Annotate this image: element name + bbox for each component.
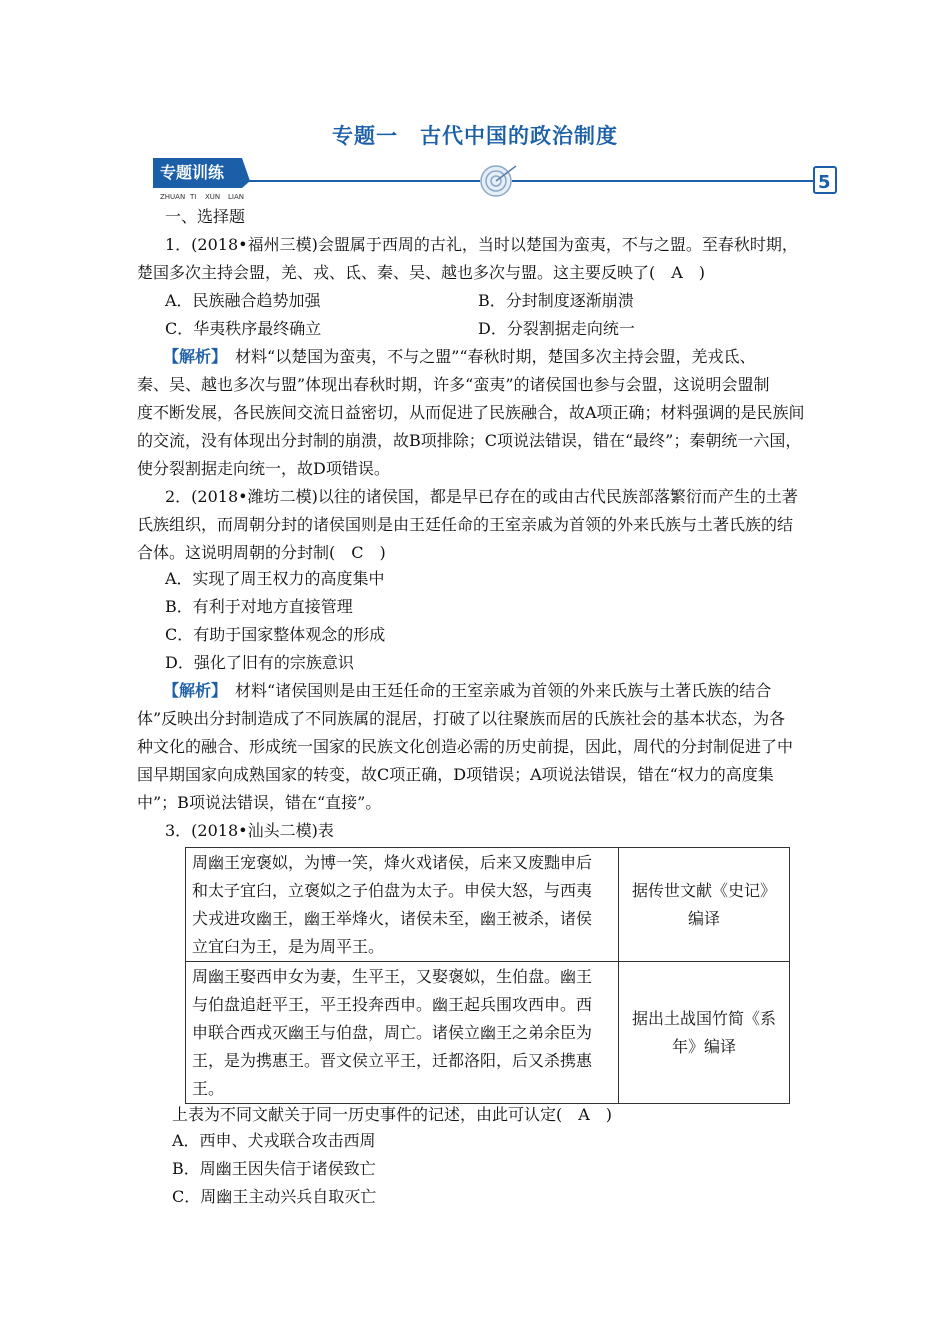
q1-option: D．分裂割据走向统一 [478, 319, 635, 338]
table-cell-text: 周幽王娶西申女为妻，生平王，又娶褒姒，生伯盘。幽王 与伯盘追赶平王，平王投奔西申。幽王起兵围攻西申。西 申联合西戎灭幽王与伯盘，周亡。诸侯立幽王之弟余臣为 王，是为携惠王。晋文侯立平王，迁都洛阳，后又杀携惠 王。 [186, 962, 619, 1104]
q2-line: 2．(2018•潍坊二模)以往的诸侯国，都是早已存在的或由古代民族部落繁衍而产生的土著 [165, 487, 798, 506]
table-cell-text: 周幽王宠褒姒，为博一笑，烽火戏诸侯，后来又废黜申后 和太子宜臼，立褒姒之子伯盘为太子。申侯大怒，与西夷 犬戎进攻幽王，幽王举烽火，诸侯未至，幽王被杀，诸侯 立宜臼为王，是为周平王。 [186, 848, 619, 962]
q3-stem: 上表为不同文献关于同一历史事件的记述，由此可认定( A ) [172, 1105, 613, 1124]
q3-option: A．西申、犬戎联合攻击西周 [172, 1131, 376, 1150]
q2-analysis-line: 【解析】 材料“诸侯国则是由王廷任命的王室亲戚为首领的外来氏族与土著氏族的结合 [163, 681, 772, 700]
q2-line: 合体。这说明周朝的分封制( C ) [137, 543, 386, 562]
q1-option: B．分封制度逐渐崩溃 [478, 291, 634, 310]
banner-pinyin-1: ZHUAN [160, 193, 186, 201]
q2-analysis-line: 体”反映出分封制造成了不同族属的混居，打破了以往聚族而居的氏族社会的基本状态，为各 [137, 709, 786, 728]
q1-analysis-line: 度不断发展，各民族间交流日益密切，从而促进了民族融合，故A项正确；材料强调的是民族间 [137, 403, 805, 422]
q1-analysis-line: 【解析】 材料“以楚国为蛮夷，不与之盟”“春秋时期，楚国多次主持会盟，羌戎氐、 [163, 347, 756, 366]
q2-option: A．实现了周王权力的高度集中 [165, 569, 385, 588]
table-cell-source: 据出土战国竹简《系 年》编译 [619, 962, 790, 1104]
source-table [185, 847, 790, 1104]
q1-option: A．民族融合趋势加强 [165, 291, 321, 310]
q1-analysis-line: 使分裂割据走向统一，故D项错误。 [137, 459, 390, 478]
q2-line: 氏族组织，而周朝分封的诸侯国则是由王廷任命的王室亲戚为首领的外来氏族与土著氏族的结 [137, 515, 794, 534]
table-row [186, 962, 790, 1104]
section-heading: 一、选择题 [165, 207, 246, 226]
q1-analysis-line: 的交流，没有体现出分封制的崩溃，故B项排除；C项说法错误，错在“最终”；秦朝统一六国， [137, 431, 802, 450]
analysis-tag: 【解析】 [163, 347, 220, 366]
q2-option: D．强化了旧有的宗族意识 [165, 653, 354, 672]
q1-line: 楚国多次主持会盟，羌、戎、氐、秦、吴、越也多次与盟。这主要反映了( A ) [137, 263, 706, 282]
table-cell-source: 据传世文献《史记》 编译 [619, 848, 790, 962]
q3-option: B．周幽王因失信于诸侯致亡 [172, 1159, 376, 1178]
q3-option: C．周幽王主动兴兵自取灭亡 [172, 1187, 377, 1206]
analysis-tag: 【解析】 [163, 681, 220, 700]
target-icon [481, 166, 516, 196]
banner-number: 5 [818, 172, 831, 193]
banner-heading: 专题训练 [160, 163, 225, 182]
q2-option: B．有利于对地方直接管理 [165, 597, 353, 616]
q2-analysis-line: 国早期国家向成熟国家的转变，故C项正确，D项错误；A项说法错误，错在“权力的高度集 [137, 765, 774, 784]
q2-analysis-line: 中”；B项说法错误，错在“直接”。 [137, 793, 382, 812]
banner-pinyin-3: XUN [205, 193, 221, 201]
q1-line: 1．(2018•福州三模)会盟属于西周的古礼，当时以楚国为蛮夷，不与之盟。至春秋时期， [165, 235, 798, 254]
q1-analysis-line: 秦、吴、越也多次与盟”体现出春秋时期，许多“蛮夷”的诸侯国也参与会盟，这说明会盟制 [137, 375, 770, 394]
q2-analysis-line: 种文化的融合、形成统一国家的民族文化创造必需的历史前提，因此，周代的分封制促进了中 [137, 737, 794, 756]
page-title: 专题一 古代中国的政治制度 [332, 123, 618, 148]
table-row [186, 848, 790, 962]
q2-option: C．有助于国家整体观念的形成 [165, 625, 386, 644]
banner-pinyin-4: LIAN [228, 193, 244, 201]
q1-option: C．华夷秩序最终确立 [165, 319, 322, 338]
banner-pinyin-2: TI [190, 193, 197, 201]
q3-head: 3．(2018•汕头二模)表 [165, 821, 334, 840]
section-banner [150, 154, 831, 204]
